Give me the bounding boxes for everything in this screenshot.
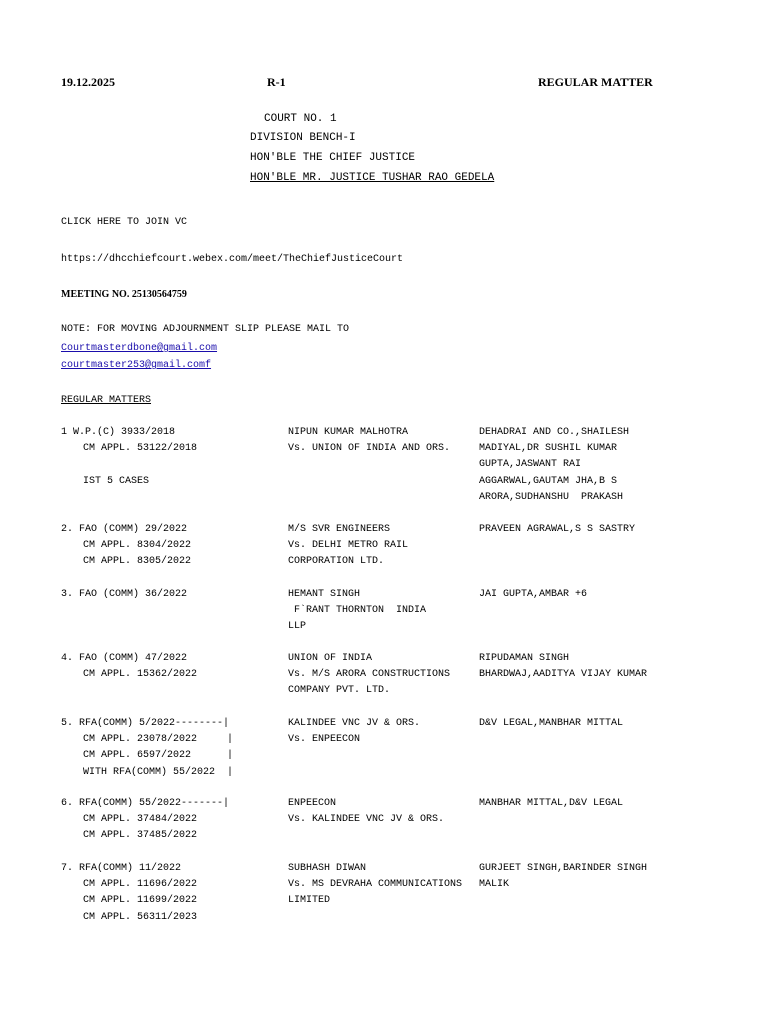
party-line: Vs. M/S ARORA CONSTRUCTIONS: [288, 669, 451, 681]
case-line: CM APPL. 6597/2022 |: [83, 750, 234, 762]
meeting-label: MEETING NO.: [61, 289, 130, 300]
case-parties: [288, 651, 450, 700]
division-bench: DIVISION BENCH-I: [250, 132, 356, 144]
case-serial: 7.: [61, 863, 74, 874]
case-serial: 3.: [61, 589, 74, 600]
counsel-line: DEHADRAI AND CO.,SHAILESH: [479, 427, 630, 438]
case-line: IST 5 CASES: [83, 475, 150, 487]
counsel-line: RIPUDAMAN SINGH: [479, 653, 570, 664]
section-title: REGULAR MATTERS: [61, 395, 152, 406]
counsel-line: BHARDWAJ,AADITYA VIJAY KUMAR: [479, 669, 648, 681]
adjournment-note: NOTE: FOR MOVING ADJOURNMENT SLIP PLEASE MAIL TO: [61, 324, 350, 335]
counsel-line: MADIYAL,DR SUSHIL KUMAR: [479, 443, 618, 455]
party-line: LLP: [288, 621, 307, 633]
case-details: [61, 425, 197, 490]
email-link-2[interactable]: courtmaster253@gmail.comf: [61, 360, 212, 371]
case-number: FAO (COMM) 29/2022: [79, 524, 188, 535]
party-line: F`RANT THORNTON INDIA: [288, 605, 427, 617]
case-details: [61, 716, 233, 781]
case-serial: 2.: [61, 524, 74, 535]
counsel-line: PRAVEEN AGRAWAL,S S SASTRY: [479, 524, 636, 535]
case-number: RFA(COMM) 55/2022-------|: [79, 798, 230, 809]
counsel-line: ARORA,SUDHANSHU PRAKASH: [479, 491, 624, 503]
court-number: COURT NO. 1: [264, 113, 337, 125]
case-counsel: [479, 522, 635, 538]
case-details: [61, 861, 197, 926]
case-line: CM APPL. 23078/2022 |: [83, 734, 234, 746]
case-parties: [288, 587, 426, 636]
party-line: COMPANY PVT. LTD.: [288, 685, 391, 697]
case-parties: [288, 425, 450, 457]
case-details: [61, 587, 187, 603]
counsel-line: D&V LEGAL,MANBHAR MITTAL: [479, 718, 624, 729]
party-line: Vs. DELHI METRO RAIL: [288, 540, 409, 552]
case-parties: [288, 861, 462, 910]
case-details: [61, 651, 197, 683]
case-serial: 5.: [61, 718, 74, 729]
party-line: NIPUN KUMAR MALHOTRA: [288, 427, 409, 438]
case-line: CM APPL. 11699/2022: [83, 895, 198, 907]
case-line: CM APPL. 37485/2022: [83, 830, 198, 842]
case-details: [61, 522, 191, 571]
list-id: R-1: [267, 75, 286, 89]
case-counsel: [479, 587, 587, 603]
counsel-line: GUPTA,JASWANT RAI: [479, 459, 582, 471]
case-counsel: [479, 651, 647, 683]
case-line: CM APPL. 15362/2022: [83, 669, 198, 681]
case-details: [61, 796, 229, 845]
case-counsel: [479, 425, 629, 506]
email-link-1[interactable]: Courtmasterdbone@gmail.com: [61, 343, 218, 354]
counsel-line: MANBHAR MITTAL,D&V LEGAL: [479, 798, 624, 809]
case-number: RFA(COMM) 5/2022--------|: [79, 718, 230, 729]
case-line: CM APPL. 37484/2022: [83, 814, 198, 826]
case-line: CM APPL. 11696/2022: [83, 879, 198, 891]
case-number: RFA(COMM) 11/2022: [79, 863, 182, 874]
case-line: CM APPL. 8304/2022: [83, 540, 192, 552]
case-serial: 1: [61, 427, 68, 438]
case-serial: 4.: [61, 653, 74, 664]
case-line: CM APPL. 53122/2018: [83, 443, 198, 455]
case-line: WITH RFA(COMM) 55/2022 |: [83, 766, 234, 778]
party-line: LIMITED: [288, 895, 331, 907]
case-number: FAO (COMM) 36/2022: [79, 589, 188, 600]
counsel-line: AGGARWAL,GAUTAM JHA,B S: [479, 475, 618, 487]
case-serial: 6.: [61, 798, 74, 809]
case-line: CM APPL. 56311/2023: [83, 911, 198, 923]
case-line: [61, 457, 197, 473]
counsel-line: JAI GUPTA,AMBAR +6: [479, 589, 588, 600]
party-line: Vs. MS DEVRAHA COMMUNICATIONS: [288, 879, 463, 891]
judge-chief-justice: HON'BLE THE CHIEF JUSTICE: [250, 152, 416, 164]
party-line: Vs. KALINDEE VNC JV & ORS.: [288, 814, 445, 826]
case-parties: [288, 796, 444, 828]
case-counsel: [479, 716, 623, 732]
cause-list-date: 19.12.2025: [61, 75, 115, 89]
party-line: HEMANT SINGH: [288, 589, 361, 600]
vc-url[interactable]: https://dhcchiefcourt.webex.com/meet/TheChiefJusticeCourt: [61, 254, 404, 265]
case-parties: [288, 522, 408, 571]
party-line: CORPORATION LTD.: [288, 556, 385, 568]
party-line: M/S SVR ENGINEERS: [288, 524, 391, 535]
counsel-line: GURJEET SINGH,BARINDER SINGH: [479, 863, 648, 874]
judge-second: HON'BLE MR. JUSTICE TUSHAR RAO GEDELA: [250, 172, 495, 184]
case-number: FAO (COMM) 47/2022: [79, 653, 188, 664]
counsel-line: MALIK: [479, 879, 510, 891]
matter-type: REGULAR MATTER: [538, 75, 653, 89]
case-counsel: [479, 796, 623, 812]
case-counsel: [479, 861, 647, 893]
case-number: W.P.(C) 3933/2018: [73, 427, 176, 438]
party-line: Vs. UNION OF INDIA AND ORS.: [288, 443, 451, 455]
case-line: CM APPL. 8305/2022: [83, 556, 192, 568]
join-vc-link[interactable]: CLICK HERE TO JOIN VC: [61, 217, 188, 228]
meeting-number: 25130564759: [131, 289, 187, 300]
party-line: Vs. ENPEECON: [288, 734, 361, 746]
party-line: SUBHASH DIWAN: [288, 863, 367, 874]
meeting-info: [61, 288, 187, 302]
party-line: UNION OF INDIA: [288, 653, 373, 664]
case-parties: [288, 716, 420, 748]
party-line: KALINDEE VNC JV & ORS.: [288, 718, 421, 729]
party-line: ENPEECON: [288, 798, 337, 809]
